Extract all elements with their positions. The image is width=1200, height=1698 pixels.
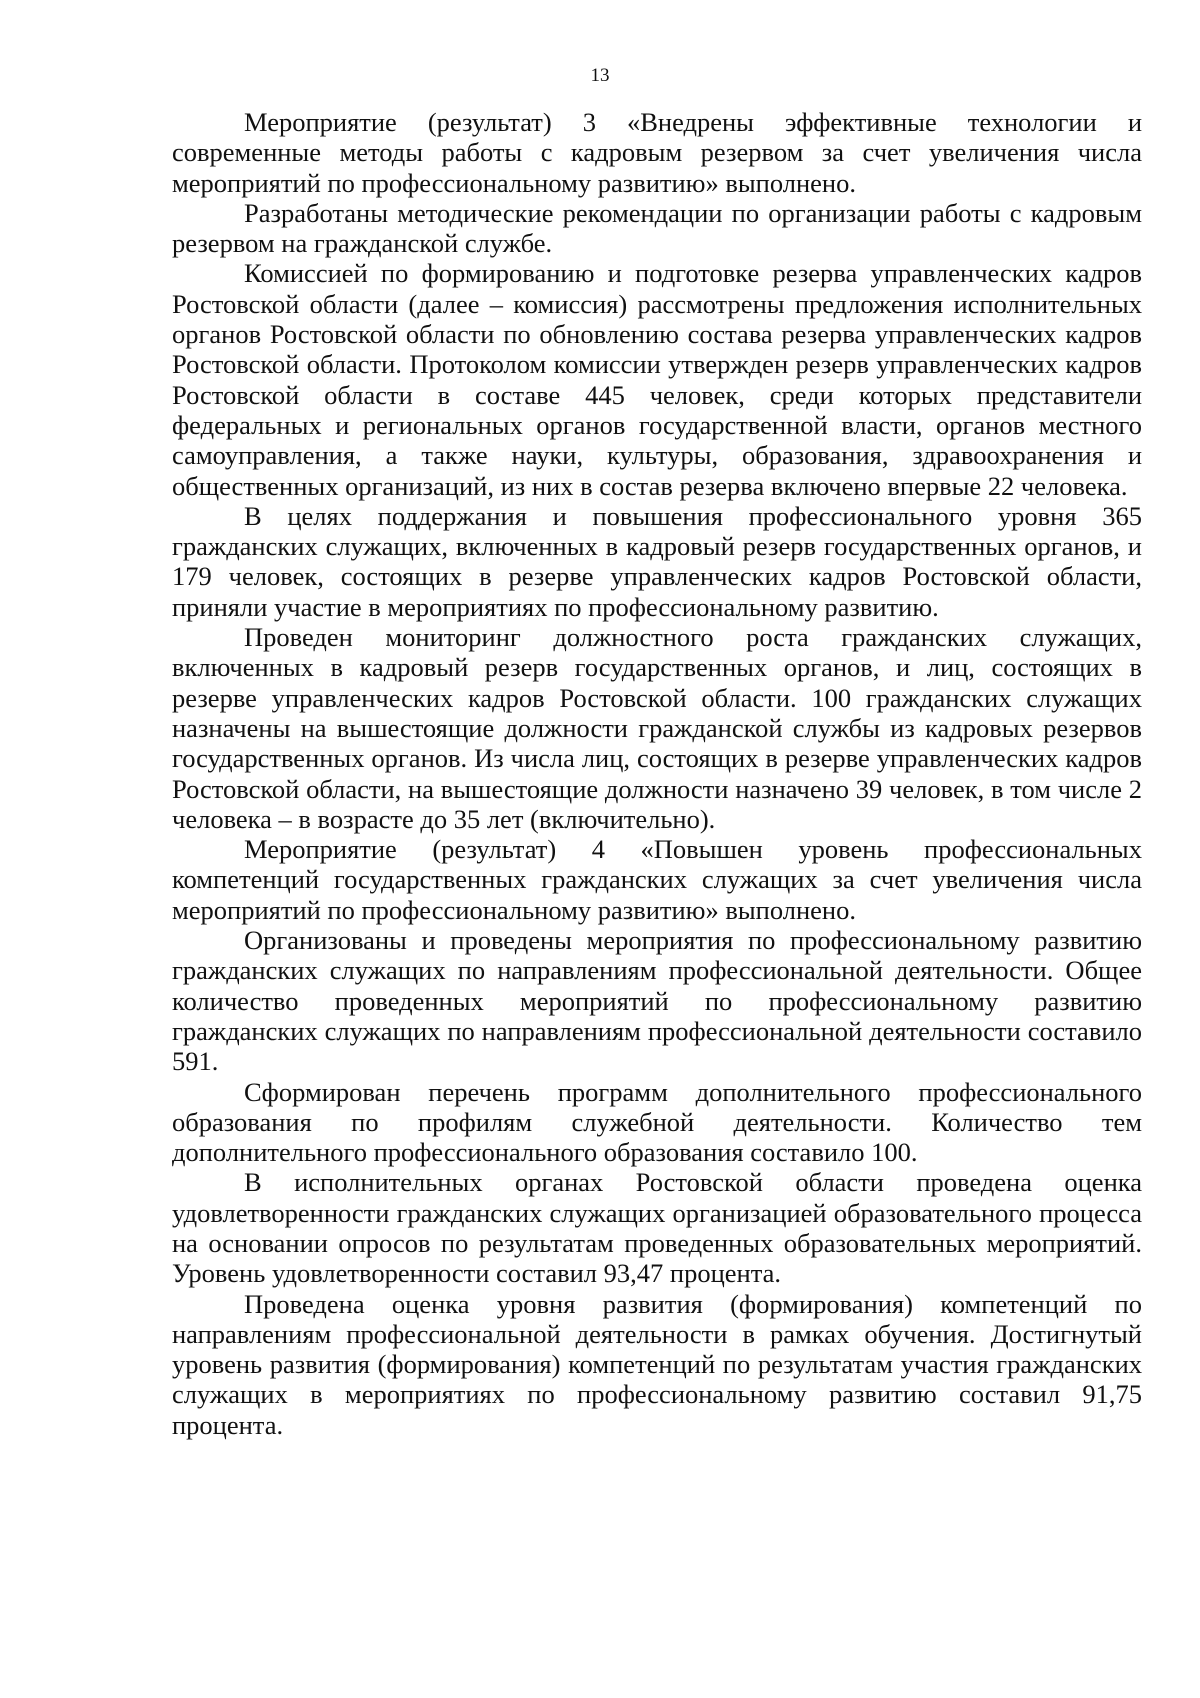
paragraph-measure-3: Мероприятие (результат) 3 «Внедрены эффективные технологии и современные методы работы с кадровым резервом за счет увеличения числа мероприятий по профессиональному развитию» выполнено.	[172, 107, 1142, 198]
paragraph-guidelines: Разработаны методические рекомендации по организации работы с кадровым резервом на гражданской службе.	[172, 197, 1142, 259]
paragraph-program-list: Сформирован перечень программ дополнительного профессионального образования по профилям служебной деятельности. Количество тем дополнительного профессионального образования составило 100.	[172, 1076, 1142, 1168]
paragraph-career-monitoring: Проведен мониторинг должностного роста гражданских служащих, включенных в кадровый резерв государственных органов, и лиц, состоящих в резерве управленческих кадров Ростовской области. 100 гражданских служащих назначены на вышестоящие должности гражданской службы из кадровых резервов государственных органов. Из числа лиц, состоящих в резерве управленческих кадров Ростовской области, на вышестоящие должности назначено 39 человек, в том числе 2 человека – в возрасте до 35 лет (включительно).	[172, 622, 1142, 834]
paragraph-satisfaction: В исполнительных органах Ростовской области проведена оценка удовлетворенности гражданских служащих организацией образовательного процесса на основании опросов по результатам проведенных образовательных мероприятий. Уровень удовлетворенности составил 93,47 процента.	[172, 1167, 1142, 1289]
page-number: 13	[590, 65, 610, 86]
paragraph-competency-assessment: Проведена оценка уровня развития (формирования) компетенций по направлениям профессиональной деятельности в рамках обучения. Достигнутый уровень развития (формирования) компетенций по результатам участия гражданских служащих в мероприятиях по профессиональному развитию составил 91,75 процента.	[172, 1288, 1142, 1440]
body-text	[172, 107, 1142, 1440]
paragraph-events-organized: Организованы и проведены мероприятия по профессиональному развитию гражданских служащих по направлениям профессиональной деятельности. Общее количество проведенных мероприятий по профессиональному развитию гражданских служащих по направлениям профессиональной деятельности составило 591.	[172, 925, 1142, 1077]
paragraph-training-participants: В целях поддержания и повышения профессионального уровня 365 гражданских служащих, включенных в кадровый резерв государственных органов, и 179 человек, состоящих в резерве управленческих кадров Ростовской области, приняли участие в мероприятиях по профессиональному развитию.	[172, 500, 1142, 622]
paragraph-commission: Комиссией по формированию и подготовке резерва управленческих кадров Ростовской области (далее – комиссия) рассмотрены предложения исполнительных органов Ростовской области по обновлению состава резерва управленческих кадров Ростовской области. Протоколом комиссии утвержден резерв управленческих кадров Ростовской области в составе 445 человек, среди которых представители федеральных и региональных органов государственной власти, органов местного самоуправления, а также науки, культуры, образования, здравоохранения и общественных организаций, из них в состав резерва включено впервые 22 человека.	[172, 258, 1142, 501]
paragraph-measure-4: Мероприятие (результат) 4 «Повышен уровень профессиональных компетенций государственных гражданских служащих за счет увеличения числа мероприятий по профессиональному развитию» выполнено.	[172, 834, 1142, 925]
